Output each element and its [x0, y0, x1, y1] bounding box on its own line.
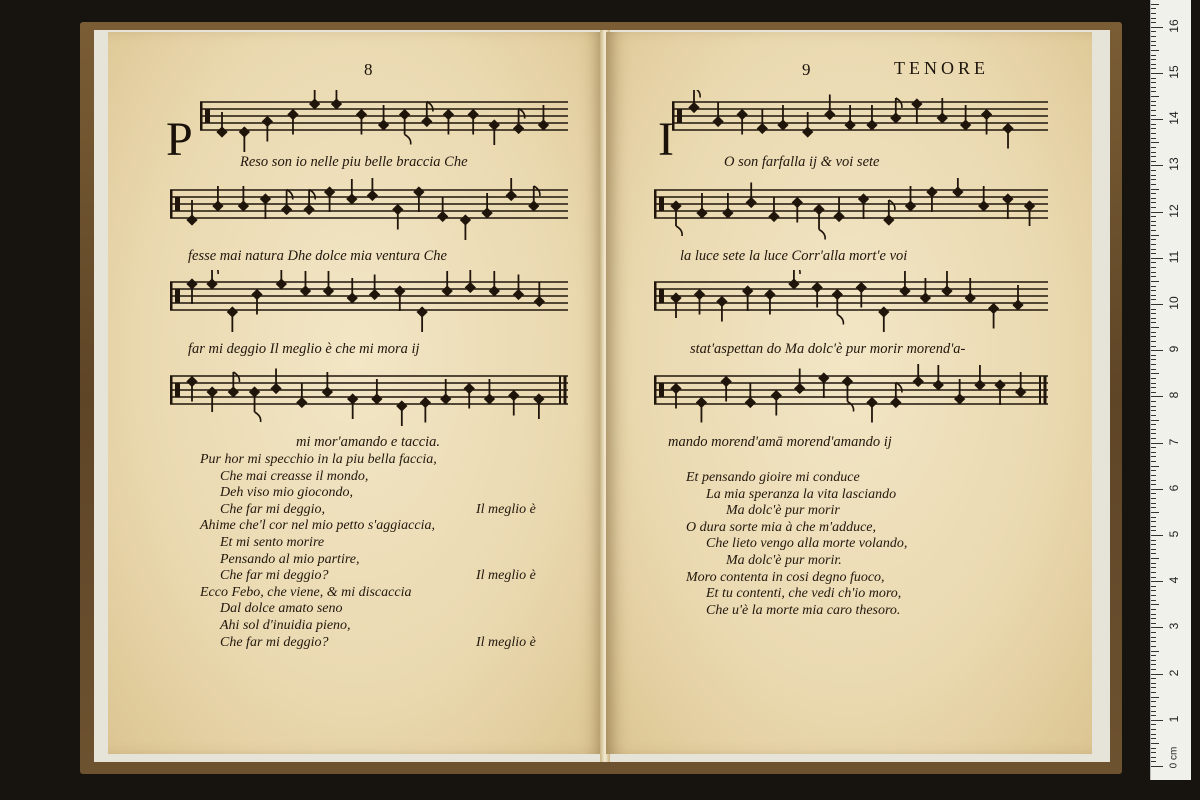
music-staff — [654, 364, 1048, 434]
ruler-tick — [1151, 170, 1156, 171]
ruler-tick — [1151, 401, 1156, 402]
music-note — [346, 179, 357, 205]
verse-line: Et mi sento morire — [220, 535, 325, 550]
music-note — [399, 109, 411, 145]
ruler-tick — [1151, 526, 1156, 527]
ruler-tick — [1151, 757, 1156, 758]
ruler-tick — [1151, 78, 1156, 79]
ruler-tick — [1151, 373, 1159, 374]
ruler-tick — [1151, 355, 1156, 356]
ruler-tick — [1151, 313, 1156, 314]
ruler-tick — [1151, 438, 1156, 439]
ruler-tick — [1151, 729, 1156, 730]
music-note — [442, 271, 453, 297]
ruler-tick — [1151, 341, 1156, 342]
ruler-tick — [1151, 276, 1156, 277]
verse-line: Che far mi deggio, — [220, 501, 325, 517]
ruler-tick — [1151, 318, 1156, 319]
clef-mark — [175, 289, 180, 303]
verse-line: Et tu contenti, che vedi ch'io moro, — [706, 586, 902, 602]
lyric-line: O son farfalla ij & voi sete — [724, 154, 880, 170]
ruler-tick — [1151, 456, 1156, 457]
ruler-tick — [1151, 133, 1156, 134]
music-note — [420, 397, 431, 423]
music-note — [206, 270, 218, 290]
ruler-number: 3 — [1167, 623, 1181, 630]
music-note — [899, 271, 910, 297]
ruler-tick — [1151, 687, 1156, 688]
clef-mark — [659, 383, 664, 397]
ruler-tick — [1151, 225, 1156, 226]
ruler-tick — [1151, 87, 1156, 88]
ruler-tick — [1151, 295, 1156, 296]
running-head: TENORE — [894, 58, 989, 78]
ruler-tick — [1151, 410, 1156, 411]
music-note — [866, 397, 877, 423]
page-number: 9 — [802, 60, 811, 79]
music-note — [323, 271, 334, 297]
ruler-tick — [1151, 577, 1156, 578]
ruler-tick — [1151, 110, 1156, 111]
ruler-tick — [1151, 189, 1159, 190]
music-note — [771, 390, 782, 416]
ruler-tick — [1151, 175, 1156, 176]
verse-line: Che mai creasse il mondo, — [220, 468, 369, 484]
ruler-tick — [1151, 50, 1159, 51]
ruler-tick — [1151, 96, 1159, 97]
ruler-number: 4 — [1167, 576, 1181, 584]
ruler-tick — [1151, 475, 1156, 476]
verse-line: Ma dolc'è pur morir — [726, 503, 840, 519]
ruler-tick — [1151, 535, 1163, 536]
ruler-tick — [1151, 655, 1156, 656]
music-note — [813, 204, 825, 240]
initial-letter: P — [166, 113, 193, 166]
ruler-tick — [1151, 692, 1156, 693]
lyric-line: Reso son io nelle piu belle braccia Che — [240, 154, 468, 170]
ruler-tick — [1151, 540, 1156, 541]
music-note — [1002, 123, 1013, 149]
ruler-tick — [1151, 147, 1156, 148]
ruler-tick — [1151, 119, 1163, 120]
ruler-tick — [1151, 590, 1156, 591]
music-staff — [170, 270, 568, 340]
ruler-tick — [1151, 484, 1156, 485]
ruler-tick — [1151, 286, 1156, 287]
ruler-tick — [1151, 503, 1156, 504]
ruler-tick — [1151, 387, 1156, 388]
ruler-tick — [1151, 447, 1156, 448]
verse-line: Dal dolce amato seno — [220, 601, 343, 617]
ruler-tick — [1151, 336, 1156, 337]
ruler-number: 14 — [1167, 111, 1181, 125]
ruler-tick — [1151, 36, 1156, 37]
verse-line: Moro contenta in cosi degno fuoco, — [686, 569, 885, 585]
ruler-tick — [1151, 383, 1156, 384]
verse-line: Pur hor mi specchio in la piu bella faccia, — [200, 452, 437, 467]
ruler-tick — [1151, 406, 1156, 407]
ruler-tick — [1151, 216, 1156, 217]
ruler-tick — [1151, 429, 1156, 430]
ruler-number: 1 — [1167, 715, 1181, 723]
ruler-tick — [1151, 221, 1156, 222]
ruler-tick — [1151, 711, 1156, 712]
ruler-tick — [1151, 45, 1156, 46]
ruler-tick — [1151, 55, 1156, 56]
ruler-tick — [1151, 193, 1156, 194]
ruler-tick — [1151, 165, 1163, 166]
ruler-number: 9 — [1167, 345, 1181, 353]
music-note — [489, 271, 500, 297]
verse-line: Ecco Febo, che viene, & mi discaccia — [200, 584, 412, 600]
ruler-tick — [1151, 138, 1156, 139]
ruler-tick — [1151, 253, 1156, 254]
ruler-tick — [1151, 724, 1156, 725]
ruler-tick — [1151, 517, 1156, 518]
ruler-tick — [1151, 64, 1156, 65]
ruler-tick — [1151, 433, 1156, 434]
ruler-tick — [1151, 683, 1156, 684]
ruler-tick — [1151, 669, 1156, 670]
music-note — [988, 303, 999, 329]
verse-line: Che far mi deggio? — [220, 568, 329, 584]
ruler-tick — [1151, 674, 1163, 675]
music-note — [842, 376, 854, 412]
ruler-tick — [1151, 521, 1156, 522]
ruler-tick — [1151, 664, 1156, 665]
ruler-tick — [1151, 544, 1156, 545]
ruler-tick — [1151, 105, 1156, 106]
ruler-tick — [1151, 115, 1156, 116]
verse-line: Che u'è la morte mia caro thesoro. — [706, 602, 901, 618]
ruler-tick — [1151, 322, 1156, 323]
ruler-tick — [1151, 470, 1156, 471]
ruler-tick — [1151, 743, 1159, 744]
lyric-line: far mi deggio Il meglio è che mi mora ij — [188, 341, 420, 357]
ruler-tick — [1151, 258, 1163, 259]
ruler-tick — [1151, 262, 1156, 263]
ruler-tick — [1151, 420, 1159, 421]
ruler-tick — [1151, 558, 1159, 559]
music-note — [300, 271, 311, 297]
music-note — [716, 296, 727, 322]
ruler-number: 10 — [1167, 296, 1181, 310]
ruler-tick — [1151, 697, 1159, 698]
ruler-tick — [1151, 13, 1156, 14]
verse-refrain-cue: Il meglio è — [476, 568, 536, 584]
ruler-tick — [1151, 124, 1156, 125]
ruler-tick — [1151, 618, 1156, 619]
music-note — [392, 204, 403, 230]
ruler-tick — [1151, 369, 1156, 370]
ruler-tick — [1151, 549, 1156, 550]
music-staff — [672, 90, 1048, 160]
ruler-number: 12 — [1167, 203, 1181, 218]
ruler-tick — [1151, 152, 1156, 153]
clef-mark — [175, 383, 180, 397]
ruler-tick — [1151, 91, 1156, 92]
ruler-tick — [1151, 212, 1163, 213]
ruler-number: 6 — [1167, 484, 1181, 492]
ruler-tick — [1151, 82, 1156, 83]
ruler-tick — [1151, 498, 1156, 499]
verse-line: Ahi sol d'inuidia pieno, — [220, 618, 351, 633]
ruler-tick — [1151, 267, 1156, 268]
ruler-tick — [1151, 512, 1159, 513]
ruler-tick — [1151, 734, 1156, 735]
ruler-tick — [1151, 415, 1156, 416]
ruler-tick — [1151, 493, 1156, 494]
ruler-tick — [1151, 720, 1163, 721]
ruler-tick — [1151, 748, 1156, 749]
ruler-tick — [1151, 59, 1156, 60]
clef-mark — [175, 197, 180, 211]
ruler-tick — [1151, 738, 1156, 739]
music-note — [941, 271, 952, 297]
ruler-number: 5 — [1167, 530, 1181, 538]
ruler-tick — [1151, 239, 1156, 240]
ruler-tick — [1151, 161, 1156, 162]
ruler-number: 15 — [1167, 65, 1181, 79]
lyric-line: stat'aspettan do Ma dolc'è pur morir morend'a- — [690, 341, 966, 357]
verse-line: Che far mi deggio? — [220, 634, 329, 650]
ruler-number: 16 — [1167, 19, 1181, 33]
music-note — [309, 90, 320, 110]
verse-line: La mia speranza la vita lasciando — [706, 486, 897, 502]
ruler-tick — [1151, 73, 1163, 74]
ruler-tick — [1151, 235, 1159, 236]
ruler-tick — [1151, 600, 1156, 601]
ruler-tick — [1151, 18, 1156, 19]
ruler-tick — [1151, 530, 1156, 531]
ruler-tick — [1151, 41, 1156, 42]
ruler-tick — [1151, 563, 1156, 564]
ruler-tick — [1151, 609, 1156, 610]
ruler-tick — [1151, 614, 1156, 615]
ruler-tick — [1151, 715, 1156, 716]
ruler-tick — [1151, 507, 1156, 508]
ruler-tick — [1151, 595, 1156, 596]
ruler-tick — [1151, 128, 1156, 129]
ruler-tick — [1151, 249, 1156, 250]
ruler-tick — [1151, 466, 1159, 467]
ruler-number: 11 — [1167, 250, 1181, 264]
ruler-tick — [1151, 443, 1163, 444]
clef-mark — [659, 197, 664, 211]
ruler-tick — [1151, 627, 1163, 628]
ruler-tick — [1151, 586, 1156, 587]
verse-line: Et pensando gioire mi conduce — [686, 470, 860, 485]
ruler-tick — [1151, 660, 1156, 661]
verse-line: Ahime che'l cor nel mio petto s'aggiaccia, — [200, 518, 435, 534]
verse-line: Che lieto vengo alla morte volando, — [706, 536, 908, 552]
music-note — [276, 270, 287, 290]
ruler-tick — [1151, 68, 1156, 69]
ruler-tick — [1151, 184, 1156, 185]
clef-mark — [205, 109, 210, 123]
ruler-tick — [1151, 553, 1156, 554]
ruler-tick — [1151, 641, 1156, 642]
ruler-tick — [1151, 290, 1156, 291]
clef-mark — [677, 109, 682, 123]
ruler-tick — [1151, 567, 1156, 568]
music-staff — [170, 178, 568, 248]
lyric-line: mi mor'amando e taccia. — [296, 434, 441, 450]
ruler-tick — [1151, 632, 1156, 633]
initial-letter: I — [658, 113, 674, 166]
music-note — [952, 178, 963, 198]
clef-mark — [659, 289, 664, 303]
ruler-tick — [1151, 142, 1159, 143]
right-page — [606, 32, 1092, 754]
ruler-tick — [1151, 604, 1159, 605]
ruler-tick — [1151, 230, 1156, 231]
ruler-tick — [1151, 706, 1156, 707]
verse-line: O dura sorte mia à che m'adduce, — [686, 519, 877, 535]
ruler-tick — [1151, 327, 1159, 328]
music-staff — [654, 270, 1048, 340]
ruler-tick — [1151, 332, 1156, 333]
ruler-tick — [1151, 8, 1156, 9]
ruler-tick — [1151, 392, 1156, 393]
ruler-number: 13 — [1167, 157, 1181, 172]
ruler-tick — [1151, 396, 1163, 397]
music-note — [262, 116, 273, 142]
verse-refrain-cue: Il meglio è — [476, 634, 536, 650]
lyric-line: la luce sete la luce Corr'alla mort'e voi — [680, 248, 908, 264]
music-note — [696, 397, 707, 423]
ruler-tick — [1151, 299, 1156, 300]
ruler-tick — [1151, 27, 1163, 28]
ruler-tick — [1151, 350, 1163, 351]
ruler-tick — [1151, 637, 1156, 638]
ruler-tick — [1151, 761, 1156, 762]
ruler-tick — [1151, 4, 1159, 5]
music-note — [508, 390, 519, 416]
ruler-tick — [1151, 752, 1156, 753]
ruler-tick — [1151, 489, 1163, 490]
music-note — [933, 365, 944, 391]
ruler-tick — [1151, 244, 1156, 245]
ruler-tick — [1151, 31, 1156, 32]
ruler-tick — [1151, 480, 1156, 481]
ruler-tick — [1151, 461, 1156, 462]
ruler-tick — [1151, 202, 1156, 203]
ruler-tick — [1151, 623, 1156, 624]
ruler-tick — [1151, 281, 1159, 282]
ruler-tick — [1151, 424, 1156, 425]
verse-line: Ma dolc'è pur morir. — [726, 553, 842, 568]
lyric-line: fesse mai natura Dhe dolce mia ventura Che — [188, 248, 447, 264]
verse-line: Deh viso mio giocondo, — [220, 485, 353, 501]
ruler-tick — [1151, 179, 1156, 180]
ruler-tick — [1151, 22, 1156, 23]
ruler-tick — [1151, 309, 1156, 310]
music-note — [974, 365, 985, 391]
ruler-number: 7 — [1167, 438, 1181, 445]
music-staff — [200, 90, 568, 160]
ruler-number: 2 — [1167, 669, 1181, 676]
music-staff — [654, 178, 1048, 248]
ruler-tick — [1151, 272, 1156, 273]
ruler-tick — [1151, 651, 1159, 652]
verse-line: Pensando al mio partire, — [220, 551, 360, 567]
music-staff — [170, 364, 568, 434]
ruler-tick — [1151, 346, 1156, 347]
ruler-tick — [1151, 581, 1163, 582]
ruler-tick — [1151, 359, 1156, 360]
music-note — [832, 289, 844, 325]
ruler-tick — [1151, 646, 1156, 647]
verse-refrain-cue: Il meglio è — [476, 501, 536, 517]
ruler-tick — [1151, 766, 1163, 767]
ruler-tick — [1151, 452, 1156, 453]
page-number: 8 — [364, 60, 373, 79]
music-note — [331, 90, 342, 110]
ruler-tick — [1151, 364, 1156, 365]
left-page — [108, 32, 604, 754]
ruler-tick — [1151, 378, 1156, 379]
ruler-tick — [1151, 207, 1156, 208]
ruler-tick — [1151, 156, 1156, 157]
lyric-line: mando morend'amā morend'amando ij — [668, 434, 892, 450]
ruler-number: 8 — [1167, 392, 1181, 399]
music-note — [788, 270, 800, 290]
ruler-tick — [1151, 572, 1156, 573]
ruler-tick — [1151, 198, 1156, 199]
ruler-unit-label: 0 cm — [1168, 746, 1180, 769]
ruler-tick — [1151, 701, 1156, 702]
measuring-ruler — [1150, 0, 1191, 780]
ruler-tick — [1151, 678, 1156, 679]
ruler-tick — [1151, 101, 1156, 102]
ruler-tick — [1151, 304, 1163, 305]
